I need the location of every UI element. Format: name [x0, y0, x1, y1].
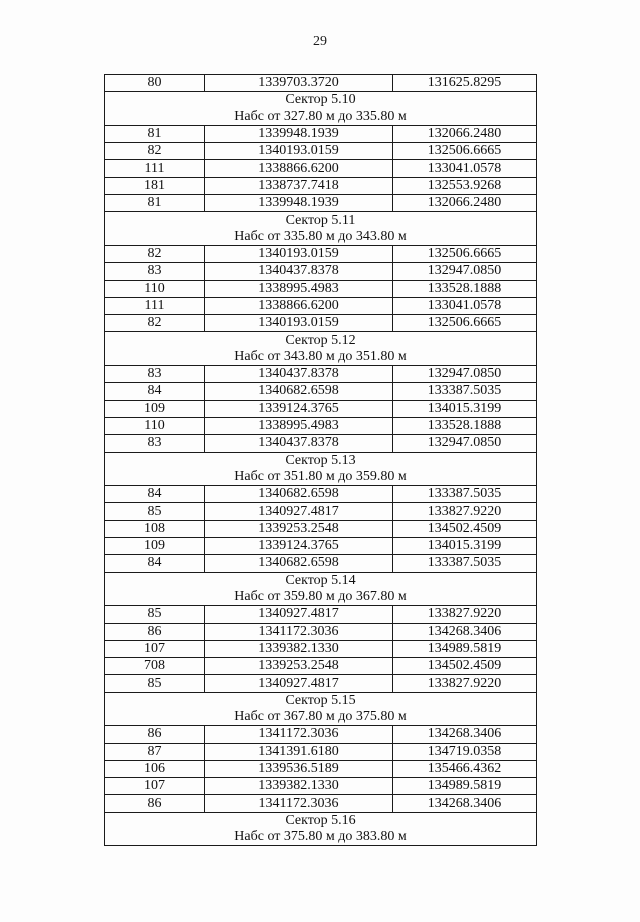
- table-row: [105, 778, 537, 795]
- x-coordinate-cell: 1340682.6598: [205, 555, 393, 572]
- x-coordinate-cell: 1339253.2548: [205, 520, 393, 537]
- point-id-cell: 83: [105, 263, 205, 280]
- table-row: [105, 658, 537, 675]
- point-id-cell: 82: [105, 315, 205, 332]
- point-id-cell: 84: [105, 486, 205, 503]
- point-id-cell: 84: [105, 383, 205, 400]
- x-coordinate-cell: 1340682.6598: [205, 383, 393, 400]
- x-coordinate-cell: 1339253.2548: [205, 658, 393, 675]
- point-id-cell: 86: [105, 795, 205, 812]
- table-row: [105, 143, 537, 160]
- coordinates-table: [104, 74, 537, 846]
- point-id-cell: 81: [105, 125, 205, 142]
- coordinates-table-body: [105, 75, 537, 846]
- point-id-cell: 111: [105, 297, 205, 314]
- y-coordinate-cell: 132947.0850: [393, 366, 537, 383]
- sector-title: Сектор 5.12: [105, 332, 537, 349]
- x-coordinate-cell: 1341172.3036: [205, 623, 393, 640]
- table-row: [105, 640, 537, 657]
- y-coordinate-cell: 134719.0358: [393, 743, 537, 760]
- table-row: [105, 315, 537, 332]
- table-row: [105, 743, 537, 760]
- table-row: [105, 538, 537, 555]
- y-coordinate-cell: 133041.0578: [393, 160, 537, 177]
- y-coordinate-cell: 134268.3406: [393, 795, 537, 812]
- sector-title-row: [105, 572, 537, 589]
- point-id-cell: 85: [105, 675, 205, 692]
- x-coordinate-cell: 1340193.0159: [205, 245, 393, 262]
- x-coordinate-cell: 1340437.8378: [205, 263, 393, 280]
- sector-title-row: [105, 452, 537, 469]
- sector-height-range: Набс от 375.80 м до 383.80 м: [105, 829, 537, 846]
- y-coordinate-cell: 134989.5819: [393, 778, 537, 795]
- sector-title-row: [105, 92, 537, 109]
- y-coordinate-cell: 132066.2480: [393, 125, 537, 142]
- point-id-cell: 87: [105, 743, 205, 760]
- point-id-cell: 82: [105, 245, 205, 262]
- point-id-cell: 708: [105, 658, 205, 675]
- table-row: [105, 726, 537, 743]
- x-coordinate-cell: 1339124.3765: [205, 400, 393, 417]
- x-coordinate-cell: 1340193.0159: [205, 315, 393, 332]
- sector-range-row: [105, 469, 537, 486]
- y-coordinate-cell: 131625.8295: [393, 75, 537, 92]
- table-row: [105, 795, 537, 812]
- sector-height-range: Набс от 327.80 м до 335.80 м: [105, 109, 537, 126]
- x-coordinate-cell: 1340437.8378: [205, 435, 393, 452]
- page-number: 29: [313, 34, 327, 49]
- x-coordinate-cell: 1340437.8378: [205, 366, 393, 383]
- x-coordinate-cell: 1341172.3036: [205, 795, 393, 812]
- y-coordinate-cell: 135466.4362: [393, 760, 537, 777]
- point-id-cell: 108: [105, 520, 205, 537]
- x-coordinate-cell: 1338995.4983: [205, 280, 393, 297]
- point-id-cell: 181: [105, 177, 205, 194]
- table-row: [105, 623, 537, 640]
- y-coordinate-cell: 132947.0850: [393, 435, 537, 452]
- table-row: [105, 400, 537, 417]
- table-row: [105, 417, 537, 434]
- x-coordinate-cell: 1339382.1330: [205, 640, 393, 657]
- sector-title-row: [105, 692, 537, 709]
- point-id-cell: 83: [105, 366, 205, 383]
- table-row: [105, 675, 537, 692]
- table-row: [105, 195, 537, 212]
- sector-range-row: [105, 709, 537, 726]
- table-row: [105, 245, 537, 262]
- table-row: [105, 160, 537, 177]
- y-coordinate-cell: 134502.4509: [393, 520, 537, 537]
- y-coordinate-cell: 133528.1888: [393, 280, 537, 297]
- sector-height-range: Набс от 367.80 м до 375.80 м: [105, 709, 537, 726]
- y-coordinate-cell: 133827.9220: [393, 606, 537, 623]
- sector-range-row: [105, 829, 537, 846]
- y-coordinate-cell: 133528.1888: [393, 417, 537, 434]
- y-coordinate-cell: 133387.5035: [393, 555, 537, 572]
- y-coordinate-cell: 134268.3406: [393, 623, 537, 640]
- point-id-cell: 110: [105, 417, 205, 434]
- sector-title: Сектор 5.13: [105, 452, 537, 469]
- x-coordinate-cell: 1339536.5189: [205, 760, 393, 777]
- table-row: [105, 297, 537, 314]
- y-coordinate-cell: 134989.5819: [393, 640, 537, 657]
- table-row: [105, 486, 537, 503]
- x-coordinate-cell: 1340193.0159: [205, 143, 393, 160]
- y-coordinate-cell: 134502.4509: [393, 658, 537, 675]
- point-id-cell: 106: [105, 760, 205, 777]
- sector-title: Сектор 5.14: [105, 572, 537, 589]
- point-id-cell: 85: [105, 606, 205, 623]
- x-coordinate-cell: 1338995.4983: [205, 417, 393, 434]
- point-id-cell: 82: [105, 143, 205, 160]
- point-id-cell: 86: [105, 726, 205, 743]
- sector-title: Сектор 5.11: [105, 212, 537, 229]
- table-row: [105, 366, 537, 383]
- x-coordinate-cell: 1339948.1939: [205, 195, 393, 212]
- x-coordinate-cell: 1339948.1939: [205, 125, 393, 142]
- y-coordinate-cell: 133827.9220: [393, 503, 537, 520]
- sector-title-row: [105, 812, 537, 829]
- table-row: [105, 263, 537, 280]
- point-id-cell: 81: [105, 195, 205, 212]
- table-row: [105, 280, 537, 297]
- y-coordinate-cell: 132066.2480: [393, 195, 537, 212]
- point-id-cell: 80: [105, 75, 205, 92]
- x-coordinate-cell: 1341172.3036: [205, 726, 393, 743]
- y-coordinate-cell: 133387.5035: [393, 383, 537, 400]
- sector-title-row: [105, 332, 537, 349]
- sector-range-row: [105, 229, 537, 246]
- y-coordinate-cell: 132506.6665: [393, 245, 537, 262]
- y-coordinate-cell: 134015.3199: [393, 538, 537, 555]
- table-row: [105, 383, 537, 400]
- y-coordinate-cell: 132553.9268: [393, 177, 537, 194]
- table-row: [105, 125, 537, 142]
- table-row: [105, 555, 537, 572]
- point-id-cell: 85: [105, 503, 205, 520]
- sector-title: Сектор 5.10: [105, 92, 537, 109]
- x-coordinate-cell: 1339382.1330: [205, 778, 393, 795]
- x-coordinate-cell: 1340927.4817: [205, 675, 393, 692]
- sector-title: Сектор 5.16: [105, 812, 537, 829]
- table-row: [105, 520, 537, 537]
- point-id-cell: 111: [105, 160, 205, 177]
- point-id-cell: 109: [105, 400, 205, 417]
- x-coordinate-cell: 1340927.4817: [205, 606, 393, 623]
- sector-height-range: Набс от 351.80 м до 359.80 м: [105, 469, 537, 486]
- y-coordinate-cell: 133387.5035: [393, 486, 537, 503]
- y-coordinate-cell: 134015.3199: [393, 400, 537, 417]
- table-row: [105, 75, 537, 92]
- sector-title: Сектор 5.15: [105, 692, 537, 709]
- y-coordinate-cell: 132947.0850: [393, 263, 537, 280]
- y-coordinate-cell: 133041.0578: [393, 297, 537, 314]
- sector-height-range: Набс от 359.80 м до 367.80 м: [105, 589, 537, 606]
- point-id-cell: 107: [105, 640, 205, 657]
- y-coordinate-cell: 134268.3406: [393, 726, 537, 743]
- sector-height-range: Набс от 343.80 м до 351.80 м: [105, 349, 537, 366]
- y-coordinate-cell: 132506.6665: [393, 143, 537, 160]
- point-id-cell: 109: [105, 538, 205, 555]
- sector-height-range: Набс от 335.80 м до 343.80 м: [105, 229, 537, 246]
- x-coordinate-cell: 1338866.6200: [205, 297, 393, 314]
- y-coordinate-cell: 133827.9220: [393, 675, 537, 692]
- table-row: [105, 435, 537, 452]
- sector-range-row: [105, 349, 537, 366]
- table-row: [105, 177, 537, 194]
- x-coordinate-cell: 1340927.4817: [205, 503, 393, 520]
- sector-range-row: [105, 589, 537, 606]
- table-row: [105, 760, 537, 777]
- y-coordinate-cell: 132506.6665: [393, 315, 537, 332]
- point-id-cell: 107: [105, 778, 205, 795]
- point-id-cell: 86: [105, 623, 205, 640]
- sector-range-row: [105, 109, 537, 126]
- x-coordinate-cell: 1340682.6598: [205, 486, 393, 503]
- point-id-cell: 84: [105, 555, 205, 572]
- x-coordinate-cell: 1338737.7418: [205, 177, 393, 194]
- point-id-cell: 110: [105, 280, 205, 297]
- table-row: [105, 503, 537, 520]
- point-id-cell: 83: [105, 435, 205, 452]
- x-coordinate-cell: 1339124.3765: [205, 538, 393, 555]
- x-coordinate-cell: 1338866.6200: [205, 160, 393, 177]
- x-coordinate-cell: 1341391.6180: [205, 743, 393, 760]
- table-row: [105, 606, 537, 623]
- sector-title-row: [105, 212, 537, 229]
- x-coordinate-cell: 1339703.3720: [205, 75, 393, 92]
